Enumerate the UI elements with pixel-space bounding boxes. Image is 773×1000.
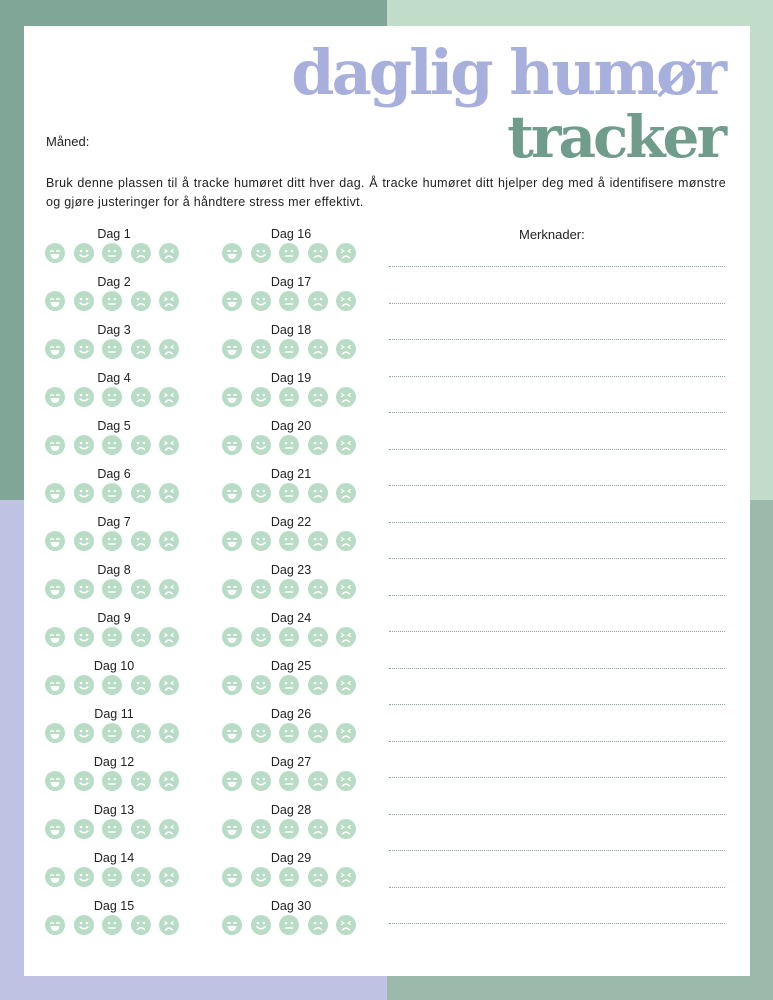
day-entry xyxy=(44,658,184,706)
mood-options xyxy=(44,243,184,263)
day-entry xyxy=(44,898,184,946)
day-label: Dag 19 xyxy=(270,371,312,385)
sad-face-icon[interactable] xyxy=(308,339,328,359)
day-entry xyxy=(221,802,361,850)
happy-face-icon[interactable] xyxy=(74,723,94,743)
very-sad-face-icon[interactable] xyxy=(336,675,356,695)
mood-options xyxy=(44,723,184,743)
mood-options xyxy=(44,675,184,695)
happy-face-icon[interactable] xyxy=(74,243,94,263)
day-label: Dag 1 xyxy=(97,227,131,241)
very-sad-face-icon[interactable] xyxy=(159,339,179,359)
very-sad-face-icon[interactable] xyxy=(159,723,179,743)
mood-options xyxy=(221,819,361,839)
very-sad-face-icon[interactable] xyxy=(159,579,179,599)
day-label: Dag 20 xyxy=(270,419,312,433)
day-label: Dag 21 xyxy=(270,467,312,481)
sad-face-icon[interactable] xyxy=(131,675,151,695)
very-sad-face-icon[interactable] xyxy=(336,915,356,935)
very-happy-face-icon[interactable] xyxy=(45,243,65,263)
mood-options xyxy=(221,531,361,551)
sad-face-icon[interactable] xyxy=(308,483,328,503)
note-line[interactable] xyxy=(389,704,725,705)
happy-face-icon[interactable] xyxy=(74,675,94,695)
very-sad-face-icon[interactable] xyxy=(159,675,179,695)
very-happy-face-icon[interactable] xyxy=(45,915,65,935)
mood-options xyxy=(221,243,361,263)
day-column-right xyxy=(221,226,361,946)
happy-face-icon[interactable] xyxy=(251,435,271,455)
sad-face-icon[interactable] xyxy=(131,771,151,791)
day-entry xyxy=(44,418,184,466)
very-happy-face-icon[interactable] xyxy=(222,675,242,695)
day-entry xyxy=(221,706,361,754)
note-line[interactable] xyxy=(389,376,725,377)
happy-face-icon[interactable] xyxy=(251,387,271,407)
neutral-face-icon[interactable] xyxy=(279,483,299,503)
very-sad-face-icon[interactable] xyxy=(336,243,356,263)
neutral-face-icon[interactable] xyxy=(102,819,122,839)
day-label: Dag 25 xyxy=(270,659,312,673)
neutral-face-icon[interactable] xyxy=(102,339,122,359)
happy-face-icon[interactable] xyxy=(251,243,271,263)
note-line[interactable] xyxy=(389,631,725,632)
mood-options xyxy=(221,723,361,743)
day-column-left xyxy=(44,226,184,946)
very-happy-face-icon[interactable] xyxy=(222,627,242,647)
day-entry xyxy=(44,274,184,322)
note-line[interactable] xyxy=(389,777,725,778)
neutral-face-icon[interactable] xyxy=(102,531,122,551)
day-label: Dag 8 xyxy=(97,563,131,577)
day-entry xyxy=(44,562,184,610)
sad-face-icon[interactable] xyxy=(131,531,151,551)
sad-face-icon[interactable] xyxy=(131,867,151,887)
very-sad-face-icon[interactable] xyxy=(159,915,179,935)
day-label: Dag 24 xyxy=(270,611,312,625)
neutral-face-icon[interactable] xyxy=(102,867,122,887)
note-line[interactable] xyxy=(389,887,725,888)
day-entry xyxy=(221,754,361,802)
neutral-face-icon[interactable] xyxy=(102,387,122,407)
mood-options xyxy=(221,435,361,455)
mood-options xyxy=(221,675,361,695)
note-line[interactable] xyxy=(389,266,725,267)
neutral-face-icon[interactable] xyxy=(279,915,299,935)
very-sad-face-icon[interactable] xyxy=(159,867,179,887)
note-line[interactable] xyxy=(389,668,725,669)
very-happy-face-icon[interactable] xyxy=(45,531,65,551)
note-line[interactable] xyxy=(389,412,725,413)
day-entry xyxy=(44,514,184,562)
neutral-face-icon[interactable] xyxy=(102,627,122,647)
notes-title: Merknader: xyxy=(519,227,585,242)
note-line[interactable] xyxy=(389,595,725,596)
day-entry xyxy=(221,562,361,610)
very-sad-face-icon[interactable] xyxy=(336,387,356,407)
mood-options xyxy=(221,483,361,503)
very-sad-face-icon[interactable] xyxy=(159,387,179,407)
sad-face-icon[interactable] xyxy=(131,915,151,935)
day-label: Dag 2 xyxy=(97,275,131,289)
sad-face-icon[interactable] xyxy=(131,243,151,263)
day-label: Dag 16 xyxy=(270,227,312,241)
day-entry xyxy=(221,418,361,466)
neutral-face-icon[interactable] xyxy=(279,387,299,407)
happy-face-icon[interactable] xyxy=(74,915,94,935)
very-happy-face-icon[interactable] xyxy=(45,339,65,359)
day-entry xyxy=(44,322,184,370)
happy-face-icon[interactable] xyxy=(74,339,94,359)
happy-face-icon[interactable] xyxy=(74,819,94,839)
very-sad-face-icon[interactable] xyxy=(159,435,179,455)
neutral-face-icon[interactable] xyxy=(102,675,122,695)
very-happy-face-icon[interactable] xyxy=(45,435,65,455)
neutral-face-icon[interactable] xyxy=(279,339,299,359)
intro-text: Bruk denne plassen til å tracke humøret ditt hver dag. Å tracke humøret ditt hjelper deg med å identifisere mønstre og gjøre justeringer for å håndtere stress mer effektivt. xyxy=(46,176,726,209)
sad-face-icon[interactable] xyxy=(131,579,151,599)
very-happy-face-icon[interactable] xyxy=(222,387,242,407)
mood-options xyxy=(44,771,184,791)
sad-face-icon[interactable] xyxy=(131,723,151,743)
happy-face-icon[interactable] xyxy=(251,771,271,791)
note-line[interactable] xyxy=(389,303,725,304)
mood-options xyxy=(44,579,184,599)
happy-face-icon[interactable] xyxy=(251,675,271,695)
very-sad-face-icon[interactable] xyxy=(336,435,356,455)
day-entry xyxy=(221,226,361,274)
very-happy-face-icon[interactable] xyxy=(222,291,242,311)
note-line[interactable] xyxy=(389,339,725,340)
sad-face-icon[interactable] xyxy=(131,819,151,839)
sad-face-icon[interactable] xyxy=(131,483,151,503)
mood-options xyxy=(44,339,184,359)
sad-face-icon[interactable] xyxy=(308,435,328,455)
note-line[interactable] xyxy=(389,814,725,815)
day-entry xyxy=(44,802,184,850)
day-label: Dag 14 xyxy=(93,851,135,865)
notes-lines xyxy=(389,266,725,960)
happy-face-icon[interactable] xyxy=(74,579,94,599)
very-happy-face-icon[interactable] xyxy=(222,339,242,359)
day-label: Dag 9 xyxy=(97,611,131,625)
mood-options xyxy=(44,435,184,455)
sad-face-icon[interactable] xyxy=(308,627,328,647)
very-sad-face-icon[interactable] xyxy=(336,627,356,647)
happy-face-icon[interactable] xyxy=(74,627,94,647)
happy-face-icon[interactable] xyxy=(251,579,271,599)
note-line[interactable] xyxy=(389,449,725,450)
very-happy-face-icon[interactable] xyxy=(222,915,242,935)
neutral-face-icon[interactable] xyxy=(102,771,122,791)
very-happy-face-icon[interactable] xyxy=(222,243,242,263)
month-label[interactable]: Måned: xyxy=(46,134,90,149)
neutral-face-icon[interactable] xyxy=(102,579,122,599)
day-label: Dag 12 xyxy=(93,755,135,769)
note-line[interactable] xyxy=(389,485,725,486)
sad-face-icon[interactable] xyxy=(308,819,328,839)
sad-face-icon[interactable] xyxy=(308,675,328,695)
very-sad-face-icon[interactable] xyxy=(336,291,356,311)
sad-face-icon[interactable] xyxy=(131,339,151,359)
happy-face-icon[interactable] xyxy=(74,387,94,407)
neutral-face-icon[interactable] xyxy=(279,435,299,455)
sad-face-icon[interactable] xyxy=(308,771,328,791)
mood-options xyxy=(44,915,184,935)
day-label: Dag 27 xyxy=(270,755,312,769)
very-sad-face-icon[interactable] xyxy=(159,771,179,791)
neutral-face-icon[interactable] xyxy=(102,723,122,743)
happy-face-icon[interactable] xyxy=(251,627,271,647)
neutral-face-icon[interactable] xyxy=(102,435,122,455)
day-label: Dag 7 xyxy=(97,515,131,529)
very-sad-face-icon[interactable] xyxy=(336,531,356,551)
day-entry xyxy=(221,514,361,562)
day-label: Dag 23 xyxy=(270,563,312,577)
mood-options xyxy=(221,771,361,791)
very-happy-face-icon[interactable] xyxy=(45,771,65,791)
mood-options xyxy=(221,291,361,311)
sad-face-icon[interactable] xyxy=(308,531,328,551)
sad-face-icon[interactable] xyxy=(131,435,151,455)
day-entry xyxy=(221,658,361,706)
day-label: Dag 13 xyxy=(93,803,135,817)
day-label: Dag 15 xyxy=(93,899,135,913)
day-entry xyxy=(44,610,184,658)
very-sad-face-icon[interactable] xyxy=(159,243,179,263)
neutral-face-icon[interactable] xyxy=(279,627,299,647)
happy-face-icon[interactable] xyxy=(251,723,271,743)
note-line[interactable] xyxy=(389,558,725,559)
very-sad-face-icon[interactable] xyxy=(336,867,356,887)
very-happy-face-icon[interactable] xyxy=(45,291,65,311)
title-line-2: tracker xyxy=(507,103,724,171)
neutral-face-icon[interactable] xyxy=(102,243,122,263)
very-happy-face-icon[interactable] xyxy=(45,723,65,743)
sad-face-icon[interactable] xyxy=(308,387,328,407)
very-happy-face-icon[interactable] xyxy=(222,579,242,599)
day-entry xyxy=(44,706,184,754)
sad-face-icon[interactable] xyxy=(308,243,328,263)
day-label: Dag 22 xyxy=(270,515,312,529)
very-happy-face-icon[interactable] xyxy=(222,819,242,839)
neutral-face-icon[interactable] xyxy=(279,291,299,311)
mood-options xyxy=(44,483,184,503)
day-label: Dag 4 xyxy=(97,371,131,385)
day-label: Dag 11 xyxy=(94,707,134,721)
day-entry xyxy=(221,898,361,946)
day-entry xyxy=(44,466,184,514)
sad-face-icon[interactable] xyxy=(308,915,328,935)
happy-face-icon[interactable] xyxy=(74,291,94,311)
very-happy-face-icon[interactable] xyxy=(222,435,242,455)
day-entry xyxy=(221,850,361,898)
mood-options xyxy=(44,291,184,311)
day-label: Dag 26 xyxy=(270,707,312,721)
day-label: Dag 29 xyxy=(270,851,312,865)
day-entry xyxy=(44,754,184,802)
neutral-face-icon[interactable] xyxy=(102,483,122,503)
very-sad-face-icon[interactable] xyxy=(336,819,356,839)
day-label: Dag 5 xyxy=(97,419,131,433)
note-line[interactable] xyxy=(389,522,725,523)
very-happy-face-icon[interactable] xyxy=(45,387,65,407)
very-happy-face-icon[interactable] xyxy=(222,483,242,503)
very-happy-face-icon[interactable] xyxy=(45,627,65,647)
neutral-face-icon[interactable] xyxy=(102,915,122,935)
happy-face-icon[interactable] xyxy=(251,483,271,503)
very-sad-face-icon[interactable] xyxy=(336,579,356,599)
note-line[interactable] xyxy=(389,923,725,924)
day-entry xyxy=(44,850,184,898)
mood-options xyxy=(221,627,361,647)
very-sad-face-icon[interactable] xyxy=(159,627,179,647)
day-entry xyxy=(221,370,361,418)
happy-face-icon[interactable] xyxy=(251,339,271,359)
happy-face-icon[interactable] xyxy=(74,435,94,455)
very-happy-face-icon[interactable] xyxy=(45,867,65,887)
mood-options xyxy=(44,819,184,839)
neutral-face-icon[interactable] xyxy=(279,723,299,743)
happy-face-icon[interactable] xyxy=(251,531,271,551)
day-entry xyxy=(44,226,184,274)
very-sad-face-icon[interactable] xyxy=(159,531,179,551)
neutral-face-icon[interactable] xyxy=(279,579,299,599)
mood-options xyxy=(221,579,361,599)
mood-options xyxy=(44,387,184,407)
day-label: Dag 6 xyxy=(97,467,131,481)
day-entry xyxy=(44,370,184,418)
sad-face-icon[interactable] xyxy=(308,723,328,743)
very-happy-face-icon[interactable] xyxy=(45,819,65,839)
tracker-sheet xyxy=(24,26,750,976)
happy-face-icon[interactable] xyxy=(74,867,94,887)
very-sad-face-icon[interactable] xyxy=(336,723,356,743)
mood-options xyxy=(221,867,361,887)
neutral-face-icon[interactable] xyxy=(279,867,299,887)
happy-face-icon[interactable] xyxy=(74,531,94,551)
very-sad-face-icon[interactable] xyxy=(336,339,356,359)
neutral-face-icon[interactable] xyxy=(279,819,299,839)
sad-face-icon[interactable] xyxy=(308,579,328,599)
very-sad-face-icon[interactable] xyxy=(336,483,356,503)
sad-face-icon[interactable] xyxy=(131,387,151,407)
very-happy-face-icon[interactable] xyxy=(222,867,242,887)
mood-options xyxy=(221,387,361,407)
happy-face-icon[interactable] xyxy=(251,819,271,839)
happy-face-icon[interactable] xyxy=(251,291,271,311)
note-line[interactable] xyxy=(389,741,725,742)
neutral-face-icon[interactable] xyxy=(102,291,122,311)
happy-face-icon[interactable] xyxy=(74,483,94,503)
happy-face-icon[interactable] xyxy=(74,771,94,791)
sad-face-icon[interactable] xyxy=(131,627,151,647)
neutral-face-icon[interactable] xyxy=(279,531,299,551)
day-label: Dag 28 xyxy=(270,803,312,817)
day-label: Dag 10 xyxy=(93,659,135,673)
neutral-face-icon[interactable] xyxy=(279,243,299,263)
very-sad-face-icon[interactable] xyxy=(336,771,356,791)
happy-face-icon[interactable] xyxy=(251,867,271,887)
very-sad-face-icon[interactable] xyxy=(159,483,179,503)
mood-options xyxy=(44,531,184,551)
very-happy-face-icon[interactable] xyxy=(45,483,65,503)
neutral-face-icon[interactable] xyxy=(279,675,299,695)
happy-face-icon[interactable] xyxy=(251,915,271,935)
day-label: Dag 17 xyxy=(270,275,312,289)
mood-options xyxy=(44,867,184,887)
day-entry xyxy=(221,610,361,658)
mood-options xyxy=(44,627,184,647)
day-label: Dag 30 xyxy=(270,899,312,913)
very-happy-face-icon[interactable] xyxy=(222,723,242,743)
mood-options xyxy=(221,915,361,935)
title-line-1: daglig humør xyxy=(291,36,724,109)
note-line[interactable] xyxy=(389,850,725,851)
very-happy-face-icon[interactable] xyxy=(222,771,242,791)
day-label: Dag 18 xyxy=(270,323,312,337)
mood-options xyxy=(221,339,361,359)
day-label: Dag 3 xyxy=(97,323,131,337)
sad-face-icon[interactable] xyxy=(131,291,151,311)
very-sad-face-icon[interactable] xyxy=(159,819,179,839)
day-entry xyxy=(221,274,361,322)
day-entry xyxy=(221,322,361,370)
neutral-face-icon[interactable] xyxy=(279,771,299,791)
very-happy-face-icon[interactable] xyxy=(45,579,65,599)
sad-face-icon[interactable] xyxy=(308,291,328,311)
very-sad-face-icon[interactable] xyxy=(159,291,179,311)
very-happy-face-icon[interactable] xyxy=(45,675,65,695)
sad-face-icon[interactable] xyxy=(308,867,328,887)
very-happy-face-icon[interactable] xyxy=(222,531,242,551)
day-entry xyxy=(221,466,361,514)
